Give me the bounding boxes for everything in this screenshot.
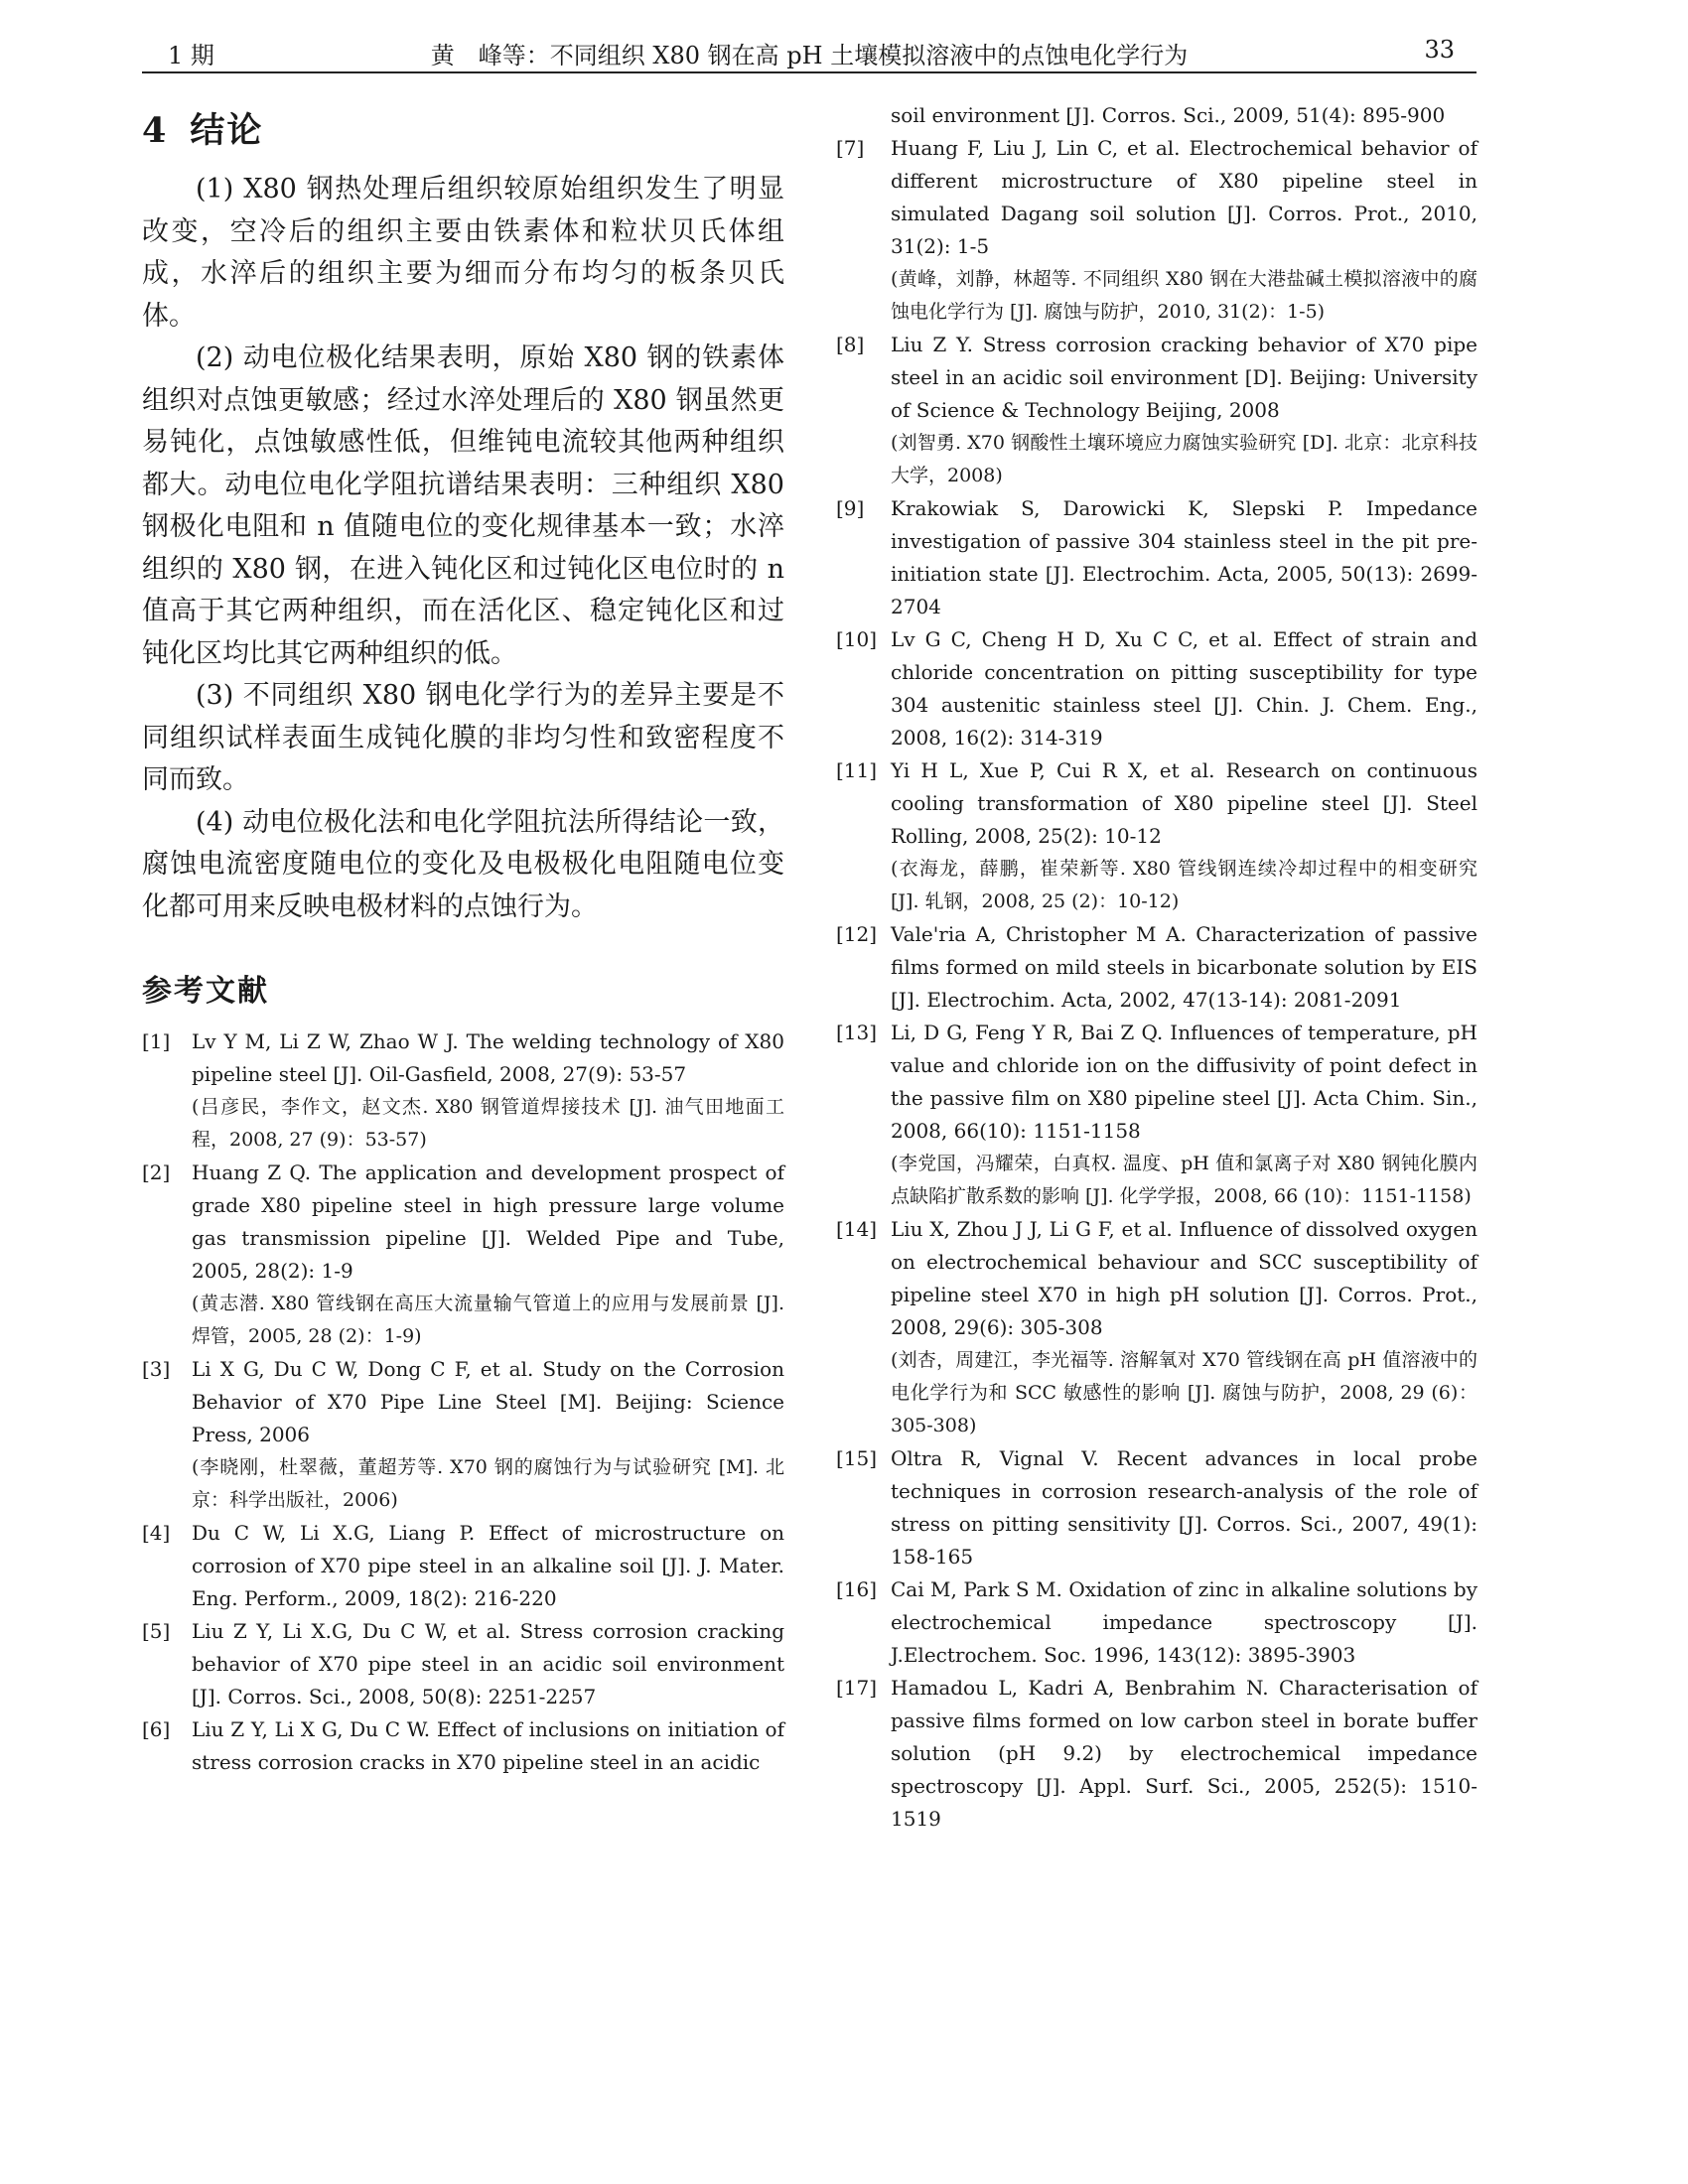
reference-text: Lv Y M, Li Z W, Zhao W J. The welding technology of X80 pipeline steel [J]. Oil-Gasfield, 2008, 27(9): 53-57 — [192, 1029, 784, 1086]
reference-number: [3] — [142, 1357, 171, 1381]
page-number: 33 — [1424, 36, 1455, 64]
conclusion-paragraph: (2) 动电位极化结果表明，原始 X80 钢的铁素体组织对点蚀更敏感；经过水淬处理后的 X80 钢虽然更易钝化，点蚀敏感性低，但维钝电流较其他两种组织都大。动电位电化学阻抗谱结果表明：三种组织 X80 钢极化电阻和 n 值随电位的变化规律基本一致；水淬组织的 X80 钢，在进入钝化区和过钝化区电位时的 n 值高于其它两种组织，而在活化区、稳定钝化区和过钝化区均比其它两种组织的低。 — [142, 342, 784, 669]
reference-item — [836, 1672, 1477, 1836]
reference-number: [5] — [142, 1619, 171, 1643]
reference-text-chinese: (李晓刚，杜翠薇，董超芳等. X70 钢的腐蚀行为与试验研究 [M]. 北京：科学出版社，2006) — [192, 1456, 784, 1511]
reference-text-chinese: (衣海龙，薛鹏，崔荣新等. X80 管线钢连续冷却过程中的相变研究 [J]. 轧钢，2008, 25 (2)：10-12) — [891, 858, 1477, 912]
reference-item — [836, 918, 1477, 1017]
reference-text: Liu Z Y, Li X G, Du C W. Effect of inclusions on initiation of stress corrosion cracks in X70 pipeline steel in an acidic — [192, 1717, 784, 1774]
reference-item — [836, 132, 1477, 329]
reference-item — [142, 1157, 784, 1353]
running-header — [142, 34, 1477, 73]
reference-number: [16] — [836, 1577, 878, 1601]
running-title: 黄 峰等：不同组织 X80 钢在高 pH 土壤模拟溶液中的点蚀电化学行为 — [430, 42, 1189, 69]
references-heading: 参考文献 — [142, 974, 269, 1009]
section-title: 结论 — [190, 110, 264, 151]
reference-number: [14] — [836, 1217, 878, 1241]
reference-continuation: soil environment [J]. Corros. Sci., 2009, 51(4): 895-900 — [891, 103, 1446, 127]
reference-item — [836, 1442, 1477, 1573]
reference-text: Cai M, Park S M. Oxidation of zinc in alkaline solutions by electrochemical impedance spectroscopy [J]. J.Electrochem. Soc. 1996, 143(12): 3895-3903 — [891, 1577, 1477, 1667]
reference-number: [13] — [836, 1021, 878, 1044]
reference-number: [7] — [836, 136, 865, 160]
reference-item — [836, 492, 1477, 623]
section-heading — [142, 103, 784, 153]
reference-text-chinese: (刘智勇. X70 钢酸性土壤环境应力腐蚀实验研究 [D]. 北京：北京科技大学，2008) — [891, 432, 1477, 486]
reference-number: [4] — [142, 1521, 171, 1545]
reference-number: [6] — [142, 1717, 171, 1741]
reference-text-chinese: (李党国，冯耀荣，白真权. 温度、pH 值和氯离子对 X80 钢钝化膜内点缺陷扩散系数的影响 [J]. 化学学报，2008, 66 (10)：1151-1158) — [891, 1153, 1477, 1207]
reference-number: [17] — [836, 1676, 878, 1700]
reference-text-chinese: (刘杏，周建江，李光福等. 溶解氧对 X70 管线钢在高 pH 值溶液中的电化学行为和 SCC 敏感性的影响 [J]. 腐蚀与防护，2008, 29 (6)：305-308) — [891, 1349, 1477, 1436]
reference-text-chinese: (黄志潜. X80 管线钢在高压大流量输气管道上的应用与发展前景 [J]. 焊管，2005, 28 (2)：1-9) — [192, 1293, 784, 1347]
reference-text: Oltra R, Vignal V. Recent advances in local probe techniques in corrosion research-analysis of the role of stress on pitting sensitivity [J]. Corros. Sci., 2007, 49(1): 158-165 — [891, 1446, 1477, 1569]
reference-text: Lv G C, Cheng H D, Xu C C, et al. Effect of strain and chloride concentration on pitting susceptibility for type 304 austenitic stainless steel [J]. Chin. J. Chem. Eng., 2008, 16(2): 314-319 — [891, 627, 1477, 750]
reference-text: Vale'ria A, Christopher M A. Characterization of passive films formed on mild steels in bicarbonate solution by EIS [J]. Electrochim. Acta, 2002, 47(13-14): 2081-2091 — [891, 922, 1477, 1012]
reference-item — [836, 623, 1477, 754]
reference-text: Li, D G, Feng Y R, Bai Z Q. Influences of temperature, pH value and chloride ion on the diffusivity of point defect in the passive film on X80 pipeline steel [J]. Acta Chim. Sin., 2008, 66(10): 1151-1158 — [891, 1021, 1477, 1143]
reference-number: [1] — [142, 1029, 171, 1053]
reference-text: Huang Z Q. The application and development prospect of grade X80 pipeline steel in high pressure large volume gas transmission pipeline [J]. Welded Pipe and Tube, 2005, 28(2): 1-9 — [192, 1160, 784, 1283]
reference-item — [142, 1517, 784, 1615]
left-column — [142, 99, 784, 1779]
reference-text: Hamadou L, Kadri A, Benbrahim N. Characterisation of passive films formed on low carbon steel in borate buffer solution (pH 9.2) by electrochemical impedance spectroscopy [J]. Appl. Surf. Sci., 2005, 252(5): 1510-1519 — [891, 1676, 1477, 1831]
reference-number: [9] — [836, 496, 865, 520]
reference-text: Krakowiak S, Darowicki K, Slepski P. Impedance investigation of passive 304 stainless steel in the pit pre-initiation state [J]. Electrochim. Acta, 2005, 50(13): 2699-2704 — [891, 496, 1477, 618]
reference-number: [11] — [836, 758, 878, 782]
reference-text: Liu X, Zhou J J, Li G F, et al. Influence of dissolved oxygen on electrochemical behaviour and SCC susceptibility of pipeline steel X70 in high pH solution [J]. Corros. Prot., 2008, 29(6): 305-308 — [891, 1217, 1477, 1339]
reference-item — [836, 329, 1477, 492]
reference-text: Yi H L, Xue P, Cui R X, et al. Research on continuous cooling transformation of X80 pipeline steel [J]. Steel Rolling, 2008, 25(2): 10-12 — [891, 758, 1477, 848]
conclusion-paragraph: (4) 动电位极化法和电化学阻抗法所得结论一致，腐蚀电流密度随电位的变化及电极极化电阻随电位变化都可用来反映电极材料的点蚀行为。 — [142, 806, 784, 922]
conclusion-paragraph: (1) X80 钢热处理后组织较原始组织发生了明显改变，空冷后的组织主要由铁素体和粒状贝氏体组成，水淬后的组织主要为细而分布均匀的板条贝氏体。 — [142, 174, 784, 332]
reference-text-chinese: (黄峰，刘静，林超等. 不同组织 X80 钢在大港盐碱土模拟溶液中的腐蚀电化学行为 [J]. 腐蚀与防护，2010, 31(2)：1-5) — [891, 268, 1477, 323]
reference-item — [142, 1615, 784, 1713]
reference-text: Li X G, Du C W, Dong C F, et al. Study on the Corrosion Behavior of X70 Pipe Line Steel [M]. Beijing: Science Press, 2006 — [192, 1357, 784, 1446]
reference-item — [836, 1213, 1477, 1442]
reference-item — [836, 1017, 1477, 1213]
reference-number: [2] — [142, 1160, 171, 1184]
reference-item — [142, 1353, 784, 1517]
reference-text: Liu Z Y, Li X.G, Du C W, et al. Stress corrosion cracking behavior of X70 pipe steel in an acidic soil environment [J]. Corros. Sci., 2008, 50(8): 2251-2257 — [192, 1619, 784, 1708]
reference-text-chinese: (吕彦民，李作文，赵文杰. X80 钢管道焊接技术 [J]. 油气田地面工程，2008, 27 (9)：53-57) — [192, 1096, 784, 1151]
issue-number: 1 期 — [168, 42, 214, 69]
reference-number: [10] — [836, 627, 878, 651]
reference-number: [8] — [836, 333, 865, 356]
section-number: 4 — [142, 110, 169, 151]
reference-text: Liu Z Y. Stress corrosion cracking behavior of X70 pipe steel in an acidic soil environment [D]. Beijing: University of Science & Technology Beijing, 2008 — [891, 333, 1477, 422]
conclusion-paragraph: (3) 不同组织 X80 钢电化学行为的差异主要是不同组织试样表面生成钝化膜的非均匀性和致密程度不同而致。 — [142, 680, 784, 795]
reference-item — [836, 1573, 1477, 1672]
reference-number: [15] — [836, 1446, 878, 1470]
right-column — [836, 99, 1477, 1836]
reference-item — [836, 754, 1477, 918]
reference-item — [142, 1713, 784, 1779]
reference-number: [12] — [836, 922, 878, 946]
reference-text: Huang F, Liu J, Lin C, et al. Electrochemical behavior of different microstructure of X80 pipeline steel in simulated Dagang soil solution [J]. Corros. Prot., 2010, 31(2): 1-5 — [891, 136, 1477, 258]
reference-item — [142, 1025, 784, 1157]
reference-text: Du C W, Li X.G, Liang P. Effect of microstructure on corrosion of X70 pipe steel in an alkaline soil [J]. J. Mater. Eng. Perform., 2009, 18(2): 216-220 — [192, 1521, 784, 1610]
